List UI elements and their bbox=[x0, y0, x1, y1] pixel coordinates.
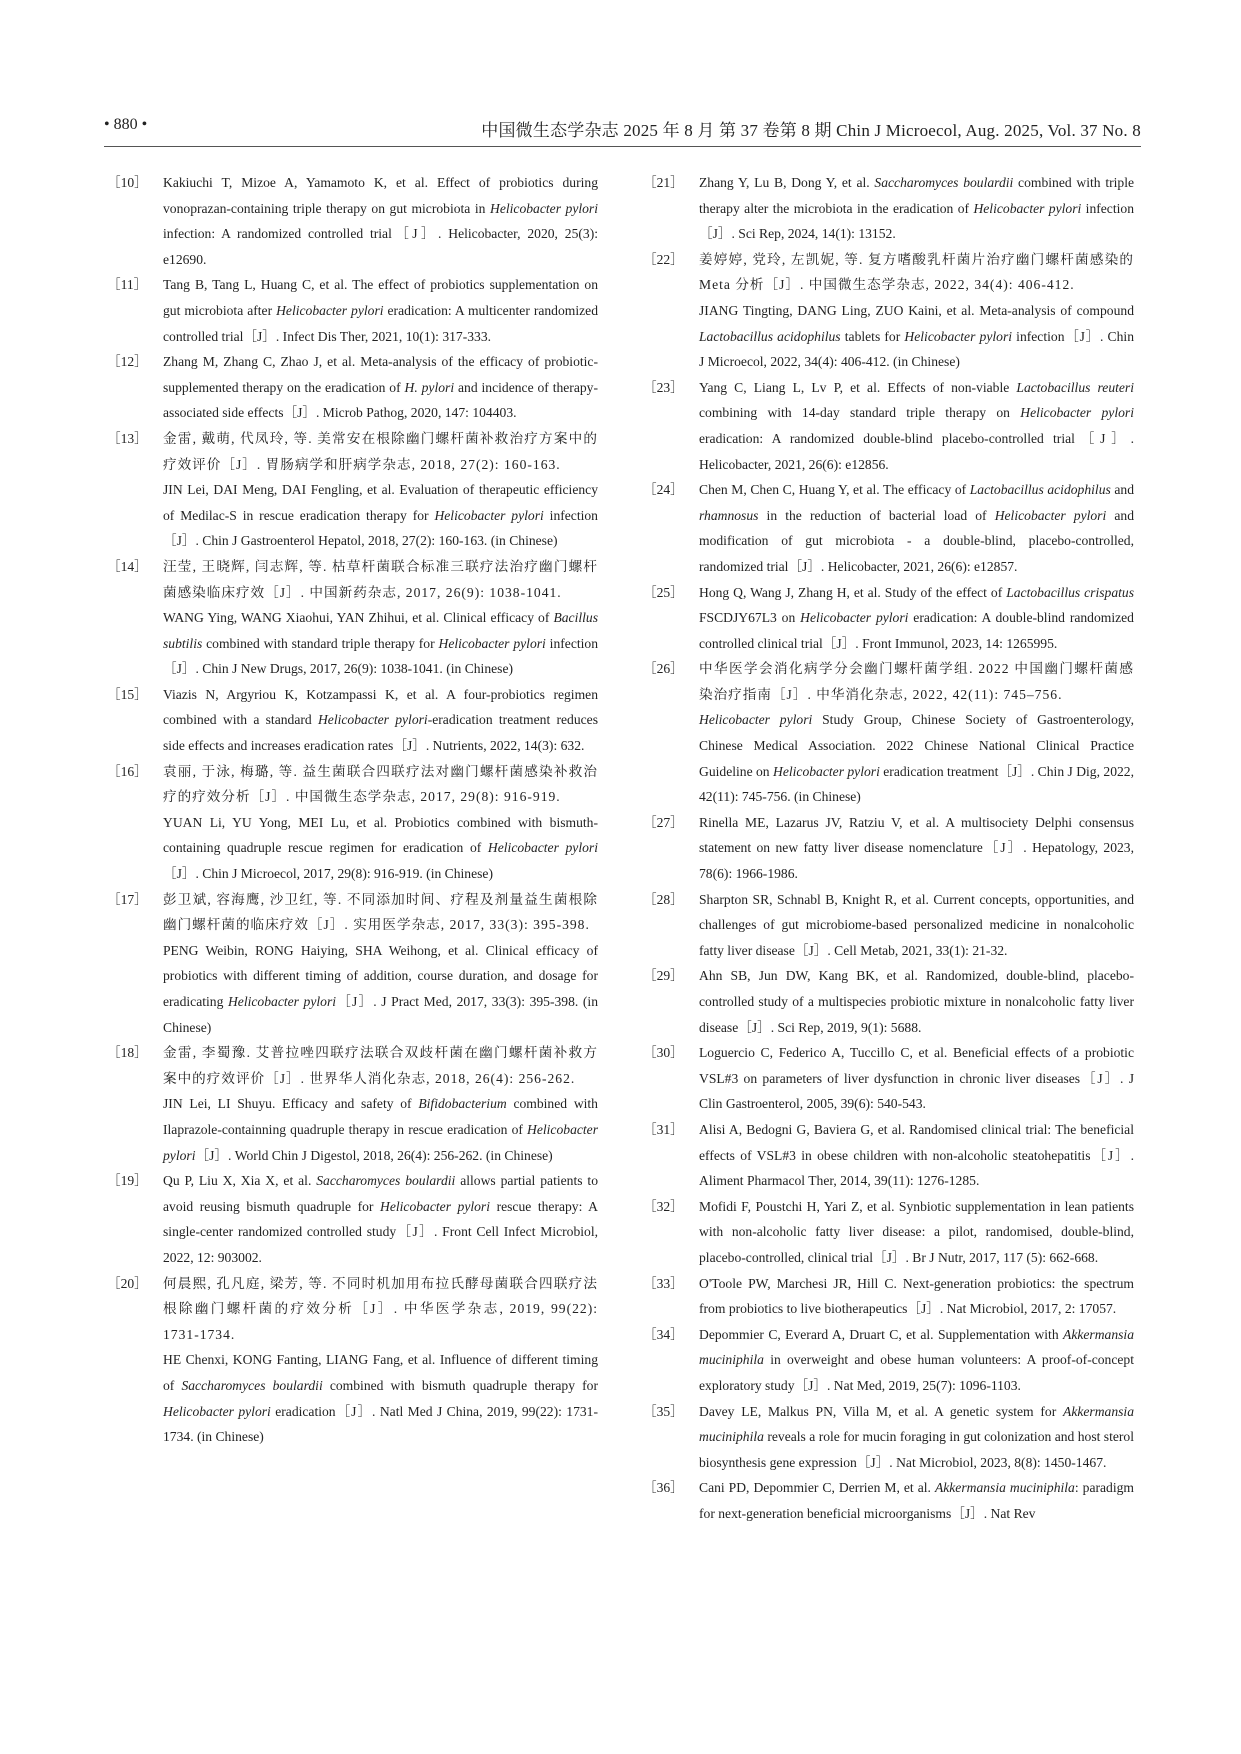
reference-entry bbox=[643, 1399, 1134, 1476]
reference-text: Yang C, Liang L, Lv P, et al. Effects of non-viable Lactobacillus reuteri combining with 14-day standard triple therapy on Helicobacter pylori eradication: A randomized double-blind placebo-controlled trial［J］. Helicobacter, 2021, 26(6): e12856. bbox=[699, 379, 1134, 472]
reference-number: ［16］ bbox=[107, 763, 148, 779]
reference-number: ［34］ bbox=[643, 1326, 684, 1342]
reference-entry bbox=[107, 1168, 598, 1270]
reference-entry bbox=[643, 1040, 1134, 1117]
reference-text: 中华医学会消化病学分会幽门螺杆菌学组. 2022 中国幽门螺杆菌感染治疗指南［J］. 中华消化杂志, 2022, 42(11): 745–756. Helicobacter pylori Study Group, Chinese Society of Gastroenterology, Chinese Medical Association. 2022 Chinese National Clinical Practice Guideline on Helicobacter pylori eradication treatment［J］. Chin J Dig, 2022, 42(11): 745-756. (in Chinese) bbox=[699, 661, 1134, 805]
reference-text: Depommier C, Everard A, Druart C, et al. Supplementation with Akkermansia muciniphila in overweight and obese human volunteers: A proof-of-concept exploratory study［J］. Nat Med, 2019, 25(7): 1096-1103. bbox=[699, 1326, 1134, 1393]
reference-entry bbox=[107, 349, 598, 426]
page-number: • 880 • bbox=[104, 116, 148, 133]
reference-text: Mofidi F, Poustchi H, Yari Z, et al. Synbiotic supplementation in lean patients with non-alcoholic fatty liver disease: a pilot, randomised, double-blind, placebo-controlled, clinical trial［J］. Br J Nutr, 2017, 117 (5): 662-668. bbox=[699, 1198, 1134, 1265]
reference-text: 姜婷婷, 党玲, 左凯妮, 等. 复方嗜酸乳杆菌片治疗幽门螺杆菌感染的 Meta 分析［J］. 中国微生态学杂志, 2022, 34(4): 406-412. JIANG Tingting, DANG Ling, ZUO Kaini, et al. Meta-analysis of compound Lactobacillus acidophilus tablets for Helicobacter pylori infection［J］. Chin J Microecol, 2022, 34(4): 406-412. (in Chinese) bbox=[699, 251, 1134, 370]
reference-entry bbox=[107, 759, 598, 887]
reference-text: Cani PD, Depommier C, Derrien M, et al. Akkermansia muciniphila: paradigm for next-generation beneficial microorganisms［J］. Nat Rev bbox=[699, 1480, 1134, 1521]
journal-citation-line: 中国微生态学杂志 2025 年 8 月 第 37 卷第 8 期 Chin J Microecol, Aug. 2025, Vol. 37 No. 8 bbox=[481, 121, 1141, 140]
reference-text: Viazis N, Argyriou K, Kotzampassi K, et al. A four-probiotics regimen combined with a standard Helicobacter pylori-eradication treatment reduces side effects and increases eradication rates［J］. Nutrients, 2022, 14(3): 632. bbox=[163, 686, 599, 754]
reference-number: ［33］ bbox=[643, 1275, 684, 1291]
reference-text: 汪莹, 王晓辉, 闫志辉, 等. 枯草杆菌联合标准三联疗法治疗幽门螺杆菌感染临床疗效［J］. 中国新药杂志, 2017, 26(9): 1038-1041. WANG Ying, WANG Xiaohui, YAN Zhihui, et al. Clinical efficacy of Bacillus subtilis combined with standard triple therapy for Helicobacter pylori infection［J］. Chin J New Drugs, 2017, 26(9): 1038-1041. (in Chinese) bbox=[163, 558, 598, 677]
reference-entry bbox=[643, 963, 1134, 1040]
reference-number: ［32］ bbox=[643, 1198, 684, 1214]
reference-text: 袁丽, 于泳, 梅璐, 等. 益生菌联合四联疗法对幽门螺杆菌感染补救治疗的疗效分析［J］. 中国微生态学杂志, 2017, 29(8): 916-919. YUAN Li, YU Yong, MEI Lu, et al. Probiotics combined with bismuth-containing quadruple rescue regimen for eradication of Helicobacter pylori［J］. Chin J Microecol, 2017, 29(8): 916-919. (in Chinese) bbox=[163, 763, 598, 882]
reference-entry bbox=[643, 656, 1134, 810]
reference-number: ［27］ bbox=[643, 814, 684, 830]
reference-entry bbox=[107, 170, 598, 272]
reference-entry bbox=[643, 1475, 1134, 1526]
reference-entry bbox=[643, 247, 1134, 375]
reference-entry bbox=[107, 272, 598, 349]
reference-text: 彭卫斌, 容海鹰, 沙卫红, 等. 不同添加时间、疗程及剂量益生菌根除幽门螺杆菌的临床疗效［J］. 实用医学杂志, 2017, 33(3): 395-398. PENG Weibin, RONG Haiying, SHA Weihong, et al. Clinical efficacy of probiotics with different timing of addition, course duration, and dosage for eradicating Helicobacter pylori［J］. J Pract Med, 2017, 33(3): 395-398. (in Chinese) bbox=[163, 891, 598, 1035]
header-rule bbox=[104, 146, 1141, 147]
reference-number: ［22］ bbox=[643, 251, 684, 267]
reference-text: Hong Q, Wang J, Zhang H, et al. Study of the effect of Lactobacillus crispatus FSCDJY67L3 on Helicobacter pylori eradication: A double-blind randomized controlled clinical trial［J］. Front Immunol, 2023, 14: 1265995. bbox=[699, 584, 1134, 651]
reference-text: Qu P, Liu X, Xia X, et al. Saccharomyces boulardii allows partial patients to avoid reusing bismuth quadruple for Helicobacter pylori rescue therapy: A single-center randomized controlled study［J］. Front Cell Infect Microbiol, 2022, 12: 903002. bbox=[163, 1173, 598, 1265]
reference-text: Zhang M, Zhang C, Zhao J, et al. Meta-analysis of the efficacy of probiotic-supplemented therapy on the eradication of H. pylori and incidence of therapy-associated side effects［J］. Microb Pathog, 2020, 147: 104403. bbox=[163, 354, 598, 421]
reference-entry bbox=[643, 1322, 1134, 1399]
reference-text: Kakiuchi T, Mizoe A, Yamamoto K, et al. Effect of probiotics during vonoprazan-containing triple therapy on gut microbiota in Helicobacter pylori infection: A randomized controlled trial［J］. Helicobacter, 2020, 25(3): e12690. bbox=[163, 175, 598, 267]
reference-text: Tang B, Tang L, Huang C, et al. The effect of probiotics supplementation on gut microbiota after Helicobacter pylori eradication: A multicenter randomized controlled trial［J］. Infect Dis Ther, 2021, 10(1): 317-333. bbox=[163, 277, 598, 344]
reference-number: ［11］ bbox=[107, 277, 148, 293]
reference-entry bbox=[643, 1117, 1134, 1194]
running-header bbox=[104, 116, 1141, 146]
reference-number: ［14］ bbox=[107, 558, 148, 574]
reference-entry bbox=[643, 810, 1134, 887]
reference-number: ［35］ bbox=[643, 1403, 684, 1419]
reference-number: ［21］ bbox=[643, 175, 684, 190]
reference-number: ［18］ bbox=[107, 1045, 148, 1061]
reference-entry bbox=[643, 477, 1134, 579]
reference-number: ［10］ bbox=[107, 175, 148, 190]
reference-text: Chen M, Chen C, Huang Y, et al. The efficacy of Lactobacillus acidophilus and rhamnosus in the reduction of bacterial load of Helicobacter pylori and modification of gut microbiota - a double-blind, placebo-controlled, randomized trial［J］. Helicobacter, 2021, 26(6): e12857. bbox=[699, 482, 1135, 574]
reference-text: O'Toole PW, Marchesi JR, Hill C. Next-generation probiotics: the spectrum from probiotics to live biotherapeutics［J］. Nat Microbiol, 2017, 2: 17057. bbox=[699, 1275, 1134, 1317]
reference-text: Zhang Y, Lu B, Dong Y, et al. Saccharomyces boulardii combined with triple therapy alter the microbiota in the eradication of Helicobacter pylori infection［J］. Sci Rep, 2024, 14(1): 13152. bbox=[699, 175, 1135, 242]
reference-number: ［25］ bbox=[643, 584, 684, 600]
reference-entry bbox=[643, 1194, 1134, 1271]
reference-text: Sharpton SR, Schnabl B, Knight R, et al. Current concepts, opportunities, and challenges of gut microbiome-based personalized medicine in nonalcoholic fatty liver disease［J］. Cell Metab, 2021, 33(1): 21-32. bbox=[699, 891, 1134, 958]
reference-entry bbox=[107, 426, 598, 554]
reference-entry bbox=[643, 580, 1134, 657]
reference-number: ［29］ bbox=[643, 968, 684, 984]
reference-text: 金雷, 李蜀豫. 艾普拉唑四联疗法联合双歧杆菌在幽门螺杆菌补救方案中的疗效评价［J］. 世界华人消化杂志, 2018, 26(4): 256-262. JIN Lei, LI Shuyu. Efficacy and safety of Bifidobacterium combined with Ilaprazole-containning quadruple therapy in rescue eradication of Helicobacter pylori［J］. World Chin J Digestol, 2018, 26(4): 256-262. (in Chinese) bbox=[163, 1045, 598, 1163]
reference-entry bbox=[107, 887, 598, 1041]
reference-number: ［24］ bbox=[643, 482, 684, 498]
reference-number: ［15］ bbox=[107, 686, 148, 702]
reference-number: ［28］ bbox=[643, 891, 684, 907]
reference-text: Ahn SB, Jun DW, Kang BK, et al. Randomized, double-blind, placebo-controlled study of a multispecies probiotic mixture in nonalcoholic fatty liver disease［J］. Sci Rep, 2019, 9(1): 5688. bbox=[699, 968, 1134, 1035]
reference-column-right bbox=[643, 170, 1134, 1526]
reference-entry bbox=[107, 682, 598, 759]
reference-number: ［30］ bbox=[643, 1045, 684, 1061]
reference-number: ［13］ bbox=[107, 430, 148, 446]
reference-number: ［26］ bbox=[643, 661, 684, 677]
reference-entry bbox=[643, 1271, 1134, 1322]
reference-number: ［36］ bbox=[643, 1480, 684, 1496]
reference-number: ［17］ bbox=[107, 891, 148, 907]
reference-column-left bbox=[107, 170, 598, 1450]
reference-number: ［19］ bbox=[107, 1173, 148, 1189]
reference-entry bbox=[107, 554, 598, 682]
reference-entry bbox=[643, 887, 1134, 964]
reference-text: Loguercio C, Federico A, Tuccillo C, et al. Beneficial effects of a probiotic VSL#3 on parameters of liver dysfunction in chronic liver diseases［J］. J Clin Gastroenterol, 2005, 39(6): 540-543. bbox=[699, 1045, 1134, 1112]
reference-text: Rinella ME, Lazarus JV, Ratziu V, et al. A multisociety Delphi consensus statement on new fatty liver disease nomenclature［J］. Hepatology, 2023, 78(6): 1966-1986. bbox=[699, 814, 1134, 882]
reference-number: ［20］ bbox=[107, 1275, 148, 1291]
reference-text: 何晨熙, 孔凡庭, 梁芳, 等. 不同时机加用布拉氏酵母菌联合四联疗法根除幽门螺杆菌的疗效分析［J］. 中华医学杂志, 2019, 99(22): 1731-1734. HE Chenxi, KONG Fanting, LIANG Fang, et al. Influence of different timing of Saccharomyces boulardii combined with bismuth quadruple therapy for Helicobacter pylori eradication［J］. Natl Med J China, 2019, 99(22): 1731-1734. (in Chinese) bbox=[163, 1275, 598, 1445]
reference-number: ［12］ bbox=[107, 354, 148, 370]
reference-text: Davey LE, Malkus PN, Villa M, et al. A genetic system for Akkermansia muciniphila reveals a role for mucin foraging in gut colonization and host sterol biosynthesis gene expression［J］. Nat Microbiol, 2023, 8(8): 1450-1467. bbox=[699, 1403, 1134, 1470]
reference-entry bbox=[107, 1271, 598, 1450]
reference-text: Alisi A, Bedogni G, Baviera G, et al. Randomised clinical trial: The beneficial effects of VSL#3 in obese children with non-alcoholic steatohepatitis［J］. Aliment Pharmacol Ther, 2014, 39(11): 1276-1285. bbox=[699, 1121, 1134, 1189]
reference-entry bbox=[643, 170, 1134, 247]
reference-number: ［31］ bbox=[643, 1121, 684, 1137]
reference-number: ［23］ bbox=[643, 379, 684, 395]
reference-text: 金雷, 戴萌, 代凤玲, 等. 美常安在根除幽门螺杆菌补救治疗方案中的疗效评价［J］. 胃肠病学和肝病学杂志, 2018, 27(2): 160-163. JIN Lei, DAI Meng, DAI Fengling, et al. Evaluation of therapeutic efficiency of Medilac-S in rescue eradication therapy for Helicobacter pylori infection［J］. Chin J Gastroenterol Hepatol, 2018, 27(2): 160-163. (in Chinese) bbox=[163, 430, 598, 549]
reference-entry bbox=[107, 1040, 598, 1168]
reference-entry bbox=[643, 375, 1134, 477]
